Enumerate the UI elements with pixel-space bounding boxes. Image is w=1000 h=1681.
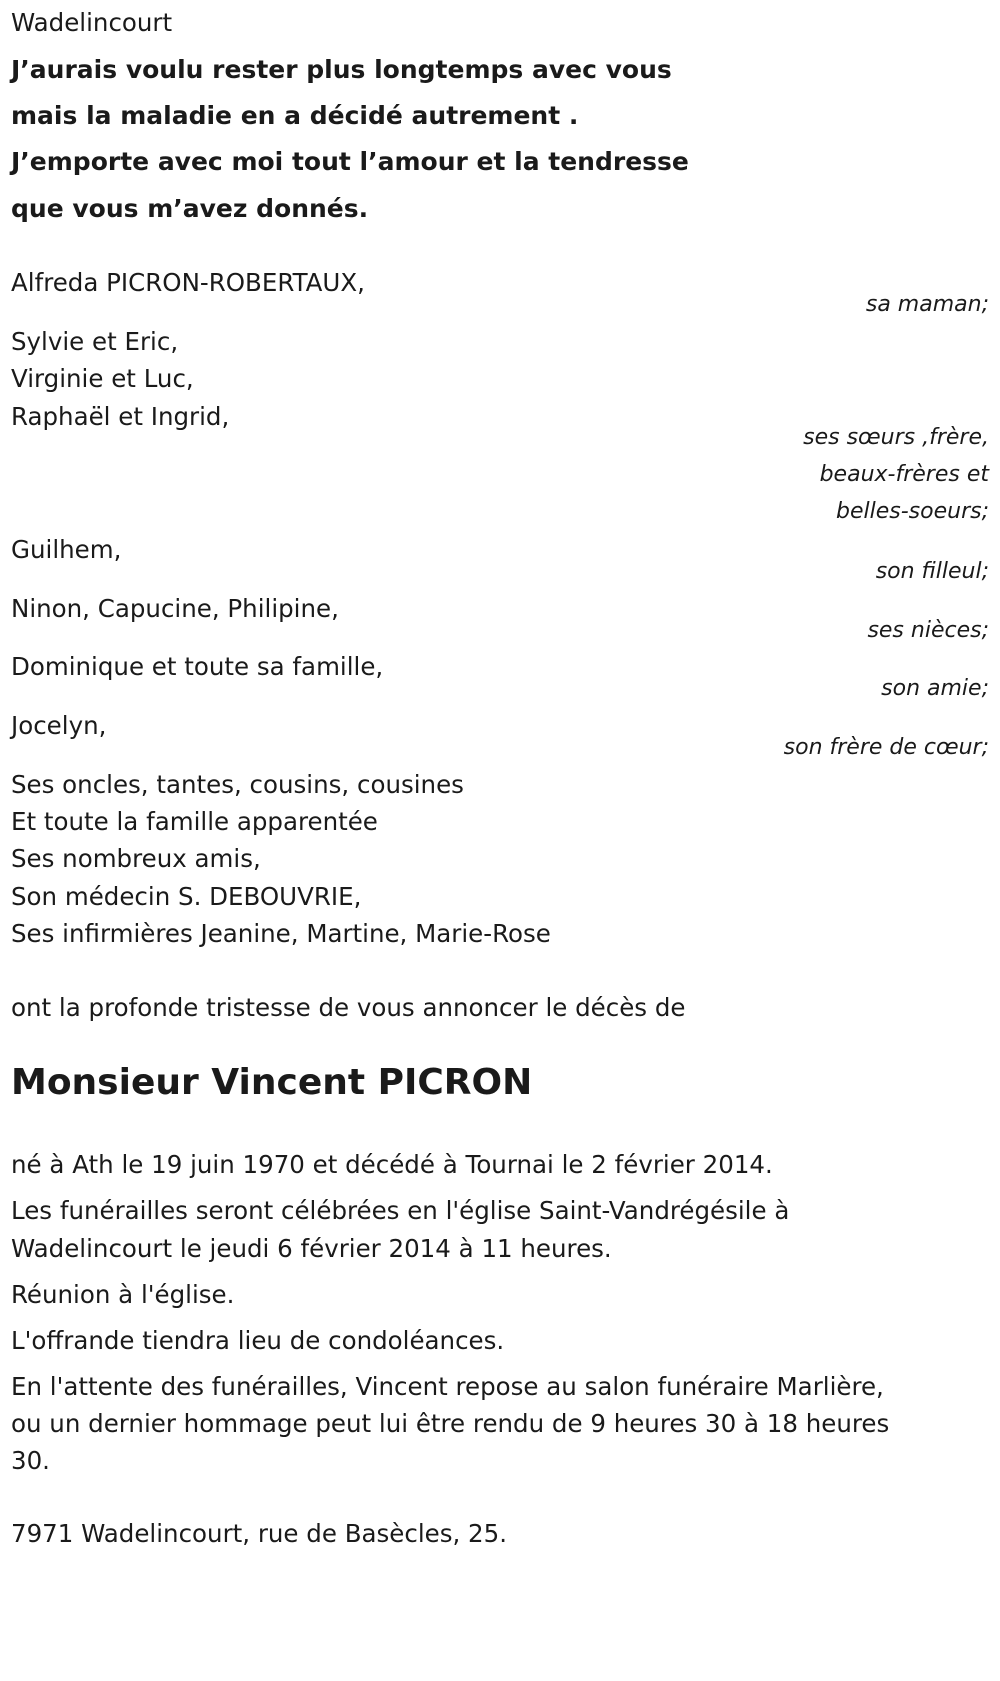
meeting-text: Réunion à l'église. (11, 1280, 235, 1309)
announcement-text: ont la profonde tristesse de vous annoncer le décès de (11, 993, 686, 1022)
others-line-2: Et toute la famille apparentée (11, 807, 378, 836)
sibling-3: Raphaël et Ingrid, (11, 402, 230, 431)
mother-name: Alfreda PICRON-ROBERTAUX, (11, 268, 365, 297)
viewing-line-1: En l'attente des funérailles, Vincent repose au salon funéraire Marlière, (11, 1372, 884, 1401)
funeral-line-2: Wadelincourt le jeudi 6 février 2014 à 11 heures. (11, 1234, 612, 1263)
others-line-5: Ses infirmières Jeanine, Martine, Marie-Rose (11, 919, 551, 948)
poem-line-4: que vous m’avez donnés. (11, 194, 369, 223)
others-line-1: Ses oncles, tantes, cousins, cousines (11, 770, 464, 799)
poem-line-1: J’aurais voulu rester plus longtemps avec vous (11, 55, 672, 84)
heart-brother-role: son frère de cœur; (783, 735, 989, 760)
funeral-line-1: Les funérailles seront célébrées en l'église Saint-Vandrégésile à (11, 1196, 790, 1225)
sibling-2: Virginie et Luc, (11, 364, 194, 393)
godson-role: son filleul; (875, 559, 989, 584)
siblings-role-1: ses sœurs ,frère, (803, 425, 989, 450)
deceased-name: Monsieur Vincent PICRON (11, 1062, 533, 1103)
town-heading: Wadelincourt (11, 8, 173, 37)
others-line-4: Son médecin S. DEBOUVRIE, (11, 882, 362, 911)
viewing-line-2: ou un dernier hommage peut lui être rendu de 9 heures 30 à 18 heures (11, 1409, 890, 1438)
others-line-3: Ses nombreux amis, (11, 844, 261, 873)
address-text: 7971 Wadelincourt, rue de Basècles, 25. (11, 1519, 508, 1548)
friend-name: Dominique et toute sa famille, (11, 652, 384, 681)
offering-text: L'offrande tiendra lieu de condoléances. (11, 1326, 505, 1355)
mother-role: sa maman; (865, 292, 989, 317)
birth-death-text: né à Ath le 19 juin 1970 et décédé à Tournai le 2 février 2014. (11, 1150, 773, 1179)
friend-role: son amie; (881, 676, 989, 701)
nieces-names: Ninon, Capucine, Philipine, (11, 594, 339, 623)
poem-line-2: mais la maladie en a décidé autrement . (11, 101, 579, 130)
siblings-role-2: beaux-frères et (819, 462, 989, 487)
nieces-role: ses nièces; (867, 618, 989, 643)
viewing-line-3: 30. (11, 1446, 50, 1475)
poem-line-3: J’emporte avec moi tout l’amour et la tendresse (11, 147, 689, 176)
godson-name: Guilhem, (11, 535, 122, 564)
siblings-role-3: belles-soeurs; (836, 499, 989, 524)
sibling-1: Sylvie et Eric, (11, 327, 179, 356)
heart-brother-name: Jocelyn, (11, 711, 107, 740)
